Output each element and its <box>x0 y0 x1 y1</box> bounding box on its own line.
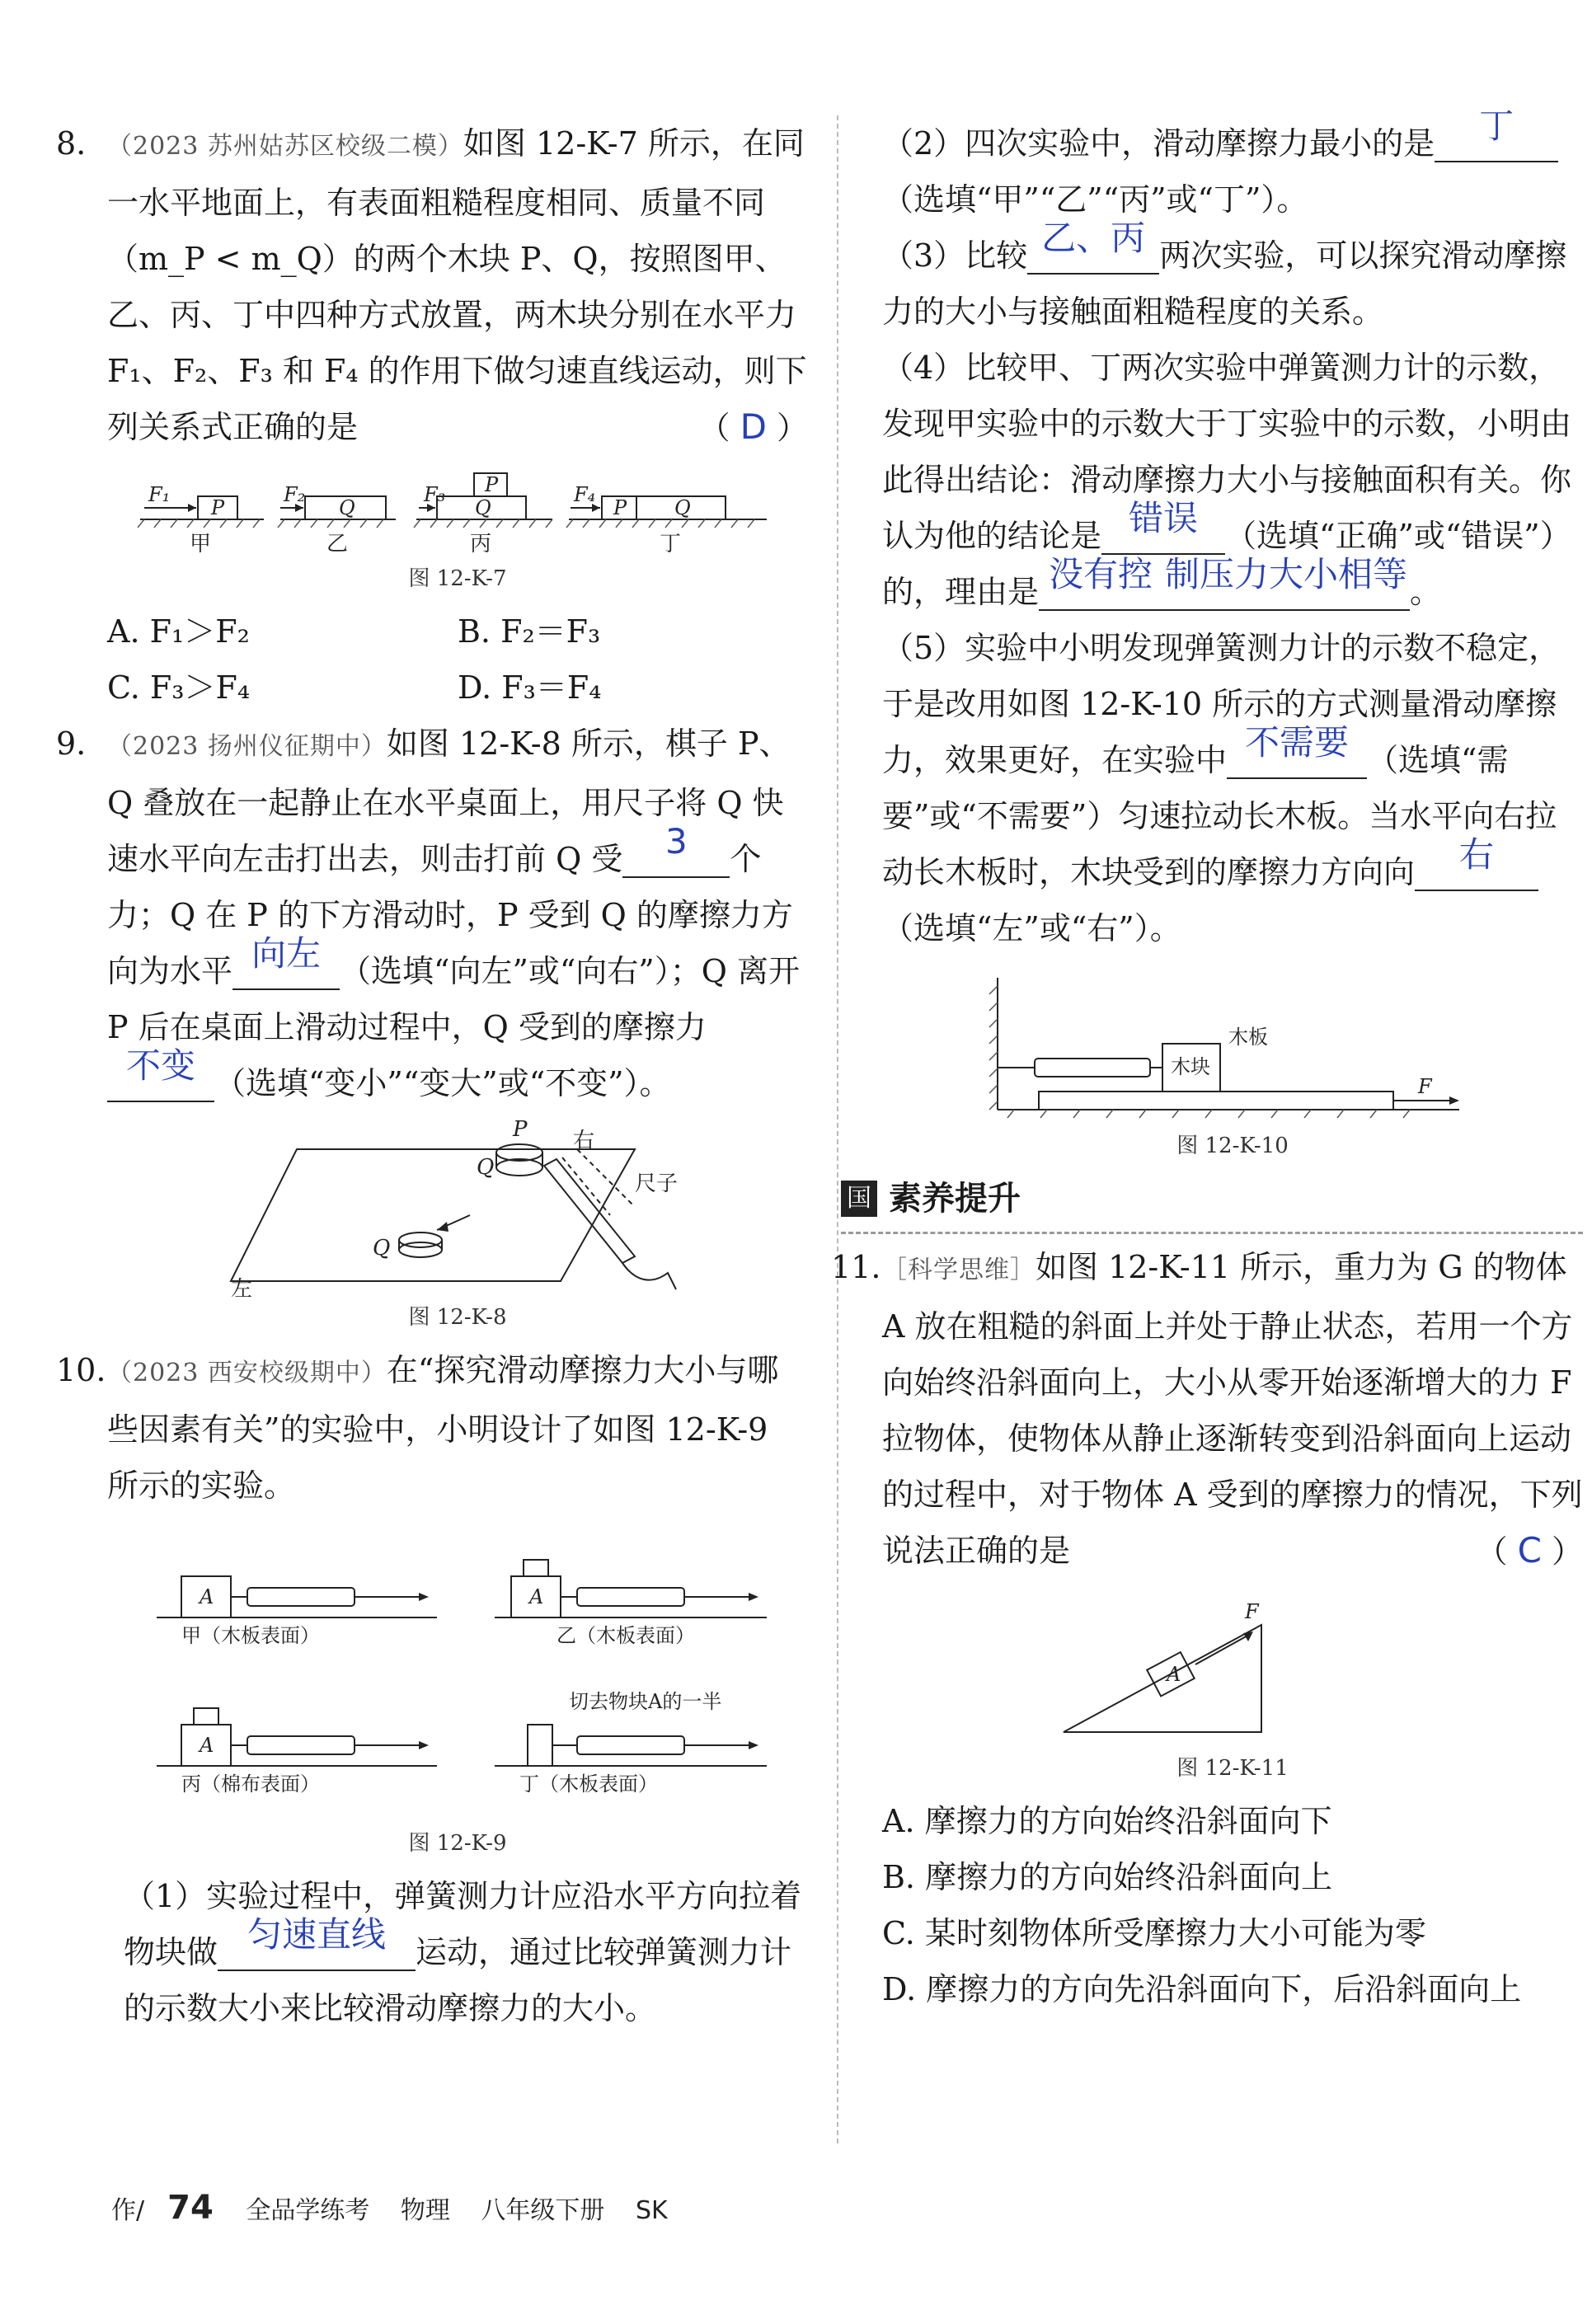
answer-handwritten: 匀速直线 <box>247 1914 387 1955</box>
label-a: A <box>200 1585 214 1608</box>
q10-part4: （4）比较甲、丁两次实验中弹簧测力计的示数，发现甲实验中的示数大于丁实验中的示数，小明由此得出结论：滑动摩擦力大小与接触面积有关。你认为他的结论是 错误 （选填“正确”或“错误”）的，理由是 没有控 制压力大小相等。 <box>882 350 1572 610</box>
question-10 <box>56 1342 808 2036</box>
answer-blank <box>1027 218 1159 275</box>
sub-label-bing: 丙 <box>470 532 492 556</box>
label-p: P <box>613 496 627 519</box>
column-divider <box>837 115 838 2143</box>
answer-handwritten: 不需要 <box>1245 722 1350 763</box>
answer-blank <box>232 933 340 990</box>
answer-handwritten: C <box>1517 1530 1542 1570</box>
section-header <box>841 1171 1583 1234</box>
question-tag: ［科学思维］ <box>882 1256 1036 1284</box>
option-d: D. 摩擦力的方向先沿斜面向下，后沿斜面向上 <box>882 1971 1522 2007</box>
option-b: B. F₂＝F₃ <box>458 613 601 650</box>
long-board <box>1039 1092 1393 1110</box>
footer-prefix: 作/ <box>111 2196 145 2225</box>
label-block: 木块 <box>1171 1055 1210 1078</box>
question-source: （2023 西安校级期中） <box>107 1359 387 1387</box>
footer-series: 全品学练考 <box>246 2196 370 2225</box>
section-title: 素养提升 <box>889 1180 1021 1218</box>
question-11 <box>831 1239 1583 2017</box>
answer-handwritten: 右 <box>1459 834 1495 875</box>
question-number: 10. <box>56 1352 106 1388</box>
label-bing: 丙（棉布表面） <box>181 1772 320 1796</box>
sub-label-yi: 乙 <box>326 532 349 556</box>
answer-paren: （ C ） <box>1476 1530 1583 1570</box>
figure-caption: 图 12-K-7 <box>408 566 507 591</box>
label-a: A <box>529 1585 544 1608</box>
answer-handwritten: 不变 <box>125 1045 195 1086</box>
label-jia: 甲（木板表面） <box>181 1624 320 1647</box>
label-force-f: F <box>1245 1600 1259 1623</box>
label-q: Q <box>373 1236 391 1261</box>
question-source: （2023 苏州姑苏区校级二模） <box>107 132 463 161</box>
option-d: D. F₃＝F₄ <box>458 669 602 706</box>
answer-blank <box>1415 834 1538 891</box>
option-a: A. 摩擦力的方向始终沿斜面向下 <box>882 1803 1332 1839</box>
q10-part5: （5）实验中小明发现弹簧测力计的示数不稳定，于是改用如图 12-K-10 所示的方式测量滑动摩擦力，效果更好，在实验中 不需要 （选填“需要”或“不需要”）匀速拉动长木板。当水平向右拉动长木板时，木块受到的摩擦力方向向 右（选填“左”或“右”）。 <box>882 630 1561 946</box>
question-text: 在“探究滑动摩擦力大小与哪些因素有关”的实验中，小明设计了如图 12-K-9 所示的实验。 <box>107 1352 779 1504</box>
label-left: 左 <box>231 1277 253 1298</box>
answer-blank <box>107 1045 214 1102</box>
question-number: 11. <box>831 1249 881 1285</box>
q10-part1: （1）实验过程中，弹簧测力计应沿水平方向拉着物块做 匀速直线 运动，通过比较弹簧测力计的示数大小来比较滑动摩擦力的大小。 <box>124 1878 802 2026</box>
figure-12-k-9 <box>107 1519 791 1824</box>
table-top <box>231 1149 635 1281</box>
sub-label-ding: 丁 <box>660 532 682 556</box>
figure-12-k-10 <box>882 961 1566 1126</box>
option-c: C. F₃＞F₄ <box>107 669 251 706</box>
answer-paren: （ D ） <box>698 406 808 447</box>
page-number: 74 <box>167 2189 214 2227</box>
label-ding: 丁（木板表面） <box>519 1772 658 1796</box>
figure-12-k-8 <box>107 1116 791 1298</box>
answer-handwritten: D <box>740 406 767 447</box>
label-p: P <box>485 473 499 496</box>
option-b: B. 摩擦力的方向始终沿斜面向上 <box>882 1859 1333 1895</box>
question-text: 如图 12-K-8 所示，棋子 P、Q 叠放在一起静止在水平桌面上，用尺子将 Q 快速水平向左击打出去，则击打前 Q 受 <box>107 725 791 877</box>
options <box>107 603 808 716</box>
question-text: 如图 12-K-11 所示，重力为 G 的物体 A 放在粗糙的斜面上并处于静止状态，若用一个方向始终沿斜面向上，大小从零开始逐渐增大的力 F 拉物体，使物体从静止逐渐转变到沿斜面向上运动的过程中，对于物体 A 受到的摩擦力的情况，下列说法正确的是 <box>882 1249 1583 1569</box>
force-f1: F₁ <box>148 483 171 506</box>
answer-blank <box>1227 722 1367 779</box>
question-8 <box>56 115 808 716</box>
label-cut-half: 切去物块A的一半 <box>569 1690 722 1713</box>
left-column <box>56 115 808 2036</box>
force-f2: F₂ <box>284 483 306 506</box>
label-force-f: F <box>1418 1075 1432 1098</box>
question-number: 8. <box>56 125 87 162</box>
footer-subject: 物理 <box>400 2196 450 2225</box>
figure-12-k-7 <box>107 460 791 559</box>
answer-blank <box>1162 554 1410 611</box>
answer-handwritten: 向左 <box>251 933 322 974</box>
question-source: （2023 扬州仪征期中） <box>107 732 387 761</box>
incline <box>1064 1625 1261 1732</box>
answer-blank <box>622 821 730 878</box>
label-ruler: 尺子 <box>635 1171 679 1196</box>
footer-edition: SK <box>635 2196 668 2225</box>
figure-caption: 图 12-K-11 <box>1176 1756 1289 1781</box>
answer-handwritten: 没有控 <box>1049 554 1153 594</box>
label-a: A <box>200 1734 214 1757</box>
label-yi: 乙（木板表面） <box>556 1624 695 1647</box>
figure-caption: 图 12-K-9 <box>408 1831 507 1856</box>
force-f3: F₃ <box>424 483 446 506</box>
question-text: （选填“变小”“变大”或“不变”）。 <box>214 1065 671 1101</box>
force-f4: F₄ <box>574 483 596 506</box>
page-footer <box>111 2189 691 2227</box>
answer-blank <box>1435 106 1558 162</box>
figure-12-k-11 <box>882 1584 1566 1749</box>
q10-part3: （3）比较 乙、丙 两次实验，可以探究滑动摩擦力的大小与接触面粗糙程度的关系。 <box>882 218 1567 330</box>
answer-handwritten: 错误 <box>1129 498 1199 538</box>
question-9 <box>56 716 808 1334</box>
figure-caption: 图 12-K-10 <box>1176 1134 1289 1158</box>
option-c: C. 某时刻物体所受摩擦力大小可能为零 <box>882 1915 1426 1951</box>
option-a: A. F₁＞F₂ <box>107 613 250 650</box>
question-text: （选填“向左”或“向右”）；Q 离开 P 后在桌面上滑动过程中，Q 受到的摩擦力 <box>107 953 800 1045</box>
label-a: A <box>1167 1663 1181 1686</box>
label-q: Q <box>339 496 355 519</box>
right-column <box>831 106 1583 2017</box>
answer-handwritten: 制压力大小相等 <box>1165 554 1408 594</box>
q10-part2: （2）四次实验中，滑动摩擦力最小的是 丁（选填“甲”“乙”“丙”或“丁”）。 <box>882 115 1583 228</box>
question-text: 个力；Q 在 P 的下方滑动时，P 受到 Q 的摩擦力方向为水平 <box>107 841 793 989</box>
footer-grade: 八年级下册 <box>481 2196 605 2225</box>
spring-scale <box>1035 1059 1150 1077</box>
sub-label-jia: 甲 <box>190 532 212 556</box>
label-right: 右 <box>573 1129 595 1153</box>
question-text: 如图 12-K-7 所示，在同一水平地面上，有表面粗糙程度相同、质量不同（m_P < m_Q）的两个木块 P、Q，按照图甲、乙、丙、丁中四种方式放置，两木块分别在水平力 F₁、F₂、F₃ 和 F₄ 的作用下做匀速直线运动，则下列关系式正确的是 <box>107 125 807 445</box>
label-board: 木板 <box>1228 1026 1268 1049</box>
answer-blank <box>1101 498 1225 555</box>
label-p: P <box>211 496 225 519</box>
figure-caption: 图 12-K-8 <box>408 1305 507 1330</box>
label-q: Q <box>477 1155 495 1180</box>
answer-handwritten: 3 <box>665 821 688 862</box>
answer-handwritten: 丁 <box>1479 106 1515 146</box>
section-icon: 国 <box>841 1181 877 1217</box>
label-q: Q <box>475 496 491 519</box>
answer-blank <box>218 1914 416 1971</box>
answer-blank <box>1039 554 1162 611</box>
answer-handwritten: 乙、丙 <box>1041 218 1146 258</box>
label-q: Q <box>674 496 691 519</box>
question-number: 9. <box>56 725 87 762</box>
label-p: P <box>513 1117 528 1142</box>
